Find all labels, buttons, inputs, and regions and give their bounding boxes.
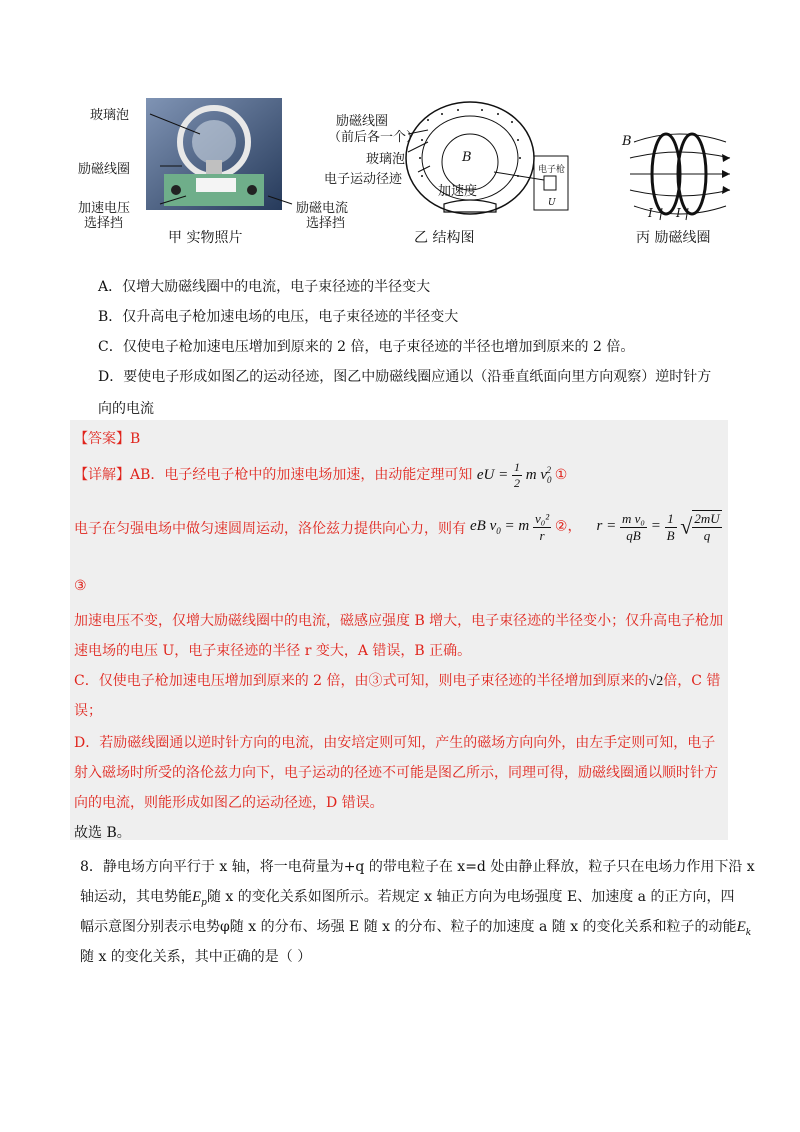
option-d-line1: D．要使电子形成如图乙的运动径迹，图乙中励磁线圈应通以（沿垂直纸面向里方向观察）逆时针方	[98, 369, 712, 385]
equation-2: eB $v_0 = m$ $\frac{\text{v₀²}}{r}$	[470, 510, 550, 543]
label-coil-current: 励磁电流	[296, 201, 349, 216]
detail-row	[74, 460, 567, 491]
eq1-mark: ①	[554, 466, 568, 483]
para-1: 加速电压不变，仅增大励磁线圈中的电流，磁感应强度 B 增大，电子束径迹的半径变小；仅升高电子枪加	[74, 613, 724, 629]
label-glass-yi: 玻璃泡	[366, 152, 406, 167]
label-select-1: 选择挡	[84, 216, 124, 231]
para-c-line1: C．仅使电子枪加速电压增加到原来的 2 倍，由③式可知，则电子束径迹的半径增加到原来的√2倍，C 错	[74, 673, 721, 689]
question-8-line3: 幅示意图分别表示电势φ随 x 的分布、场强 E 随 x 的分布、粒子的加速度 a 随 x 的变化关系和粒子的动能$E_k$	[80, 919, 752, 938]
pointer-lines	[120, 108, 300, 218]
option-c: C．仅使电子枪加速电压增加到原来的 2 倍，电子束径迹的半径也增加到原来的 2 倍。	[98, 339, 635, 355]
label-I-1: I	[648, 206, 653, 220]
para-2: 速电场的电压 U，电子束径迹的半径 r 变大，A 错误，B 正确。	[74, 643, 472, 659]
label-U: U	[548, 198, 556, 208]
label-gun: 电子枪	[538, 165, 566, 175]
label-B-bing: B	[622, 134, 632, 149]
eq3-mark: ③	[74, 578, 87, 594]
equation-2-row	[470, 510, 722, 544]
conclusion: 故选 B。	[74, 825, 131, 841]
label-B-yi: B	[462, 150, 472, 165]
label-glass-bulb: 玻璃泡	[90, 108, 130, 123]
answer-row	[74, 428, 140, 448]
label-front-back: （前后各一个）	[328, 130, 420, 145]
question-8-line2: 轴运动，其电势能$E_p$随 x 的变化关系如图所示。若规定 x 轴正方向为电场强度 E、加速度 a 的正方向，四	[80, 889, 735, 908]
detail-tag: 【详解】	[74, 466, 130, 483]
caption-bing: 丙 励磁线圈	[636, 230, 711, 246]
equation-3: r = $\frac{\text{m v₀}}{qB}$ = $\frac{1}{B}$ √ $\frac{2mU}{q}$	[596, 510, 720, 543]
detail-line1: AB．电子经电子枪中的加速电场加速，由动能定理可知	[130, 466, 473, 483]
caption-jia: 甲 实物照片	[168, 230, 243, 246]
label-I-2: I	[676, 206, 681, 220]
question-8-line1: 8．静电场方向平行于 x 轴，将一电荷量为+q 的带电粒子在 x=d 处由静止释放，粒子只在电场力作用下沿 x	[80, 859, 755, 875]
para-d-line1: D．若励磁线圈通以逆时针方向的电流，由安培定则可知，产生的磁场方向向外，由左手定则可知，电子	[74, 735, 716, 751]
option-a: A．仅增大励磁线圈中的电流，电子束径迹的半径变大	[98, 279, 431, 295]
equation-1: eU = $\frac{1}{2}$ m $v_0^2$	[476, 460, 552, 490]
label-select-2: 选择挡	[306, 216, 346, 231]
caption-yi: 乙 结构图	[414, 230, 475, 246]
coils-diagram	[626, 128, 746, 224]
option-d-line2: 向的电流	[98, 401, 154, 417]
answer-value: B	[130, 431, 141, 447]
option-b: B．仅升高电子枪加速电场的电压，电子束径迹的半径变大	[98, 309, 459, 325]
label-accel: 加速度	[438, 184, 478, 199]
answer-tag: 【答案】	[74, 431, 130, 447]
para-c-line2: 误；	[74, 703, 102, 719]
para-d-line3: 向的电流，则能形成如图乙的运动径迹，D 错误。	[74, 795, 384, 811]
label-trajectory: 电子运动径迹	[324, 172, 403, 187]
label-accel-voltage: 加速电压	[78, 201, 131, 216]
label-coil-yi: 励磁线圈	[336, 114, 389, 129]
detail-line2: 电子在匀强电场中做匀速圆周运动，洛伦兹力提供向心力，则有	[74, 521, 466, 537]
para-d-line2: 射入磁场时所受的洛伦兹力向下，电子运动的径迹不可能是图乙所示，同理可得，励磁线圈通以顺时针方	[74, 765, 718, 781]
label-coil: 励磁线圈	[78, 162, 131, 177]
question-8-line4: 随 x 的变化关系，其中正确的是（ ）	[80, 949, 312, 965]
eq2-mark: ②，	[554, 518, 582, 535]
